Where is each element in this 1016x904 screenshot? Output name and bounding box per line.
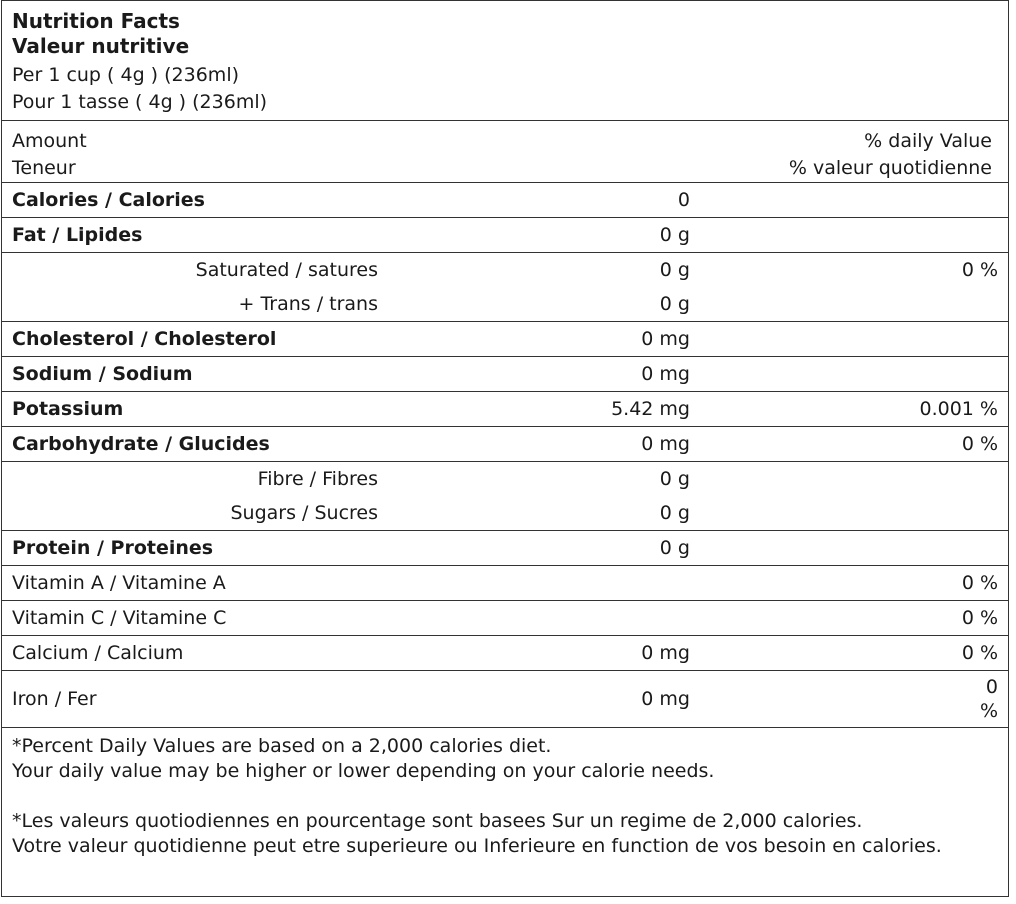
daily-value-number: 0 — [985, 676, 998, 698]
nutrient-row-trans — [2, 287, 1008, 321]
nutrient-row-vitamin-a — [2, 566, 1008, 600]
nutrient-row-calcium — [2, 636, 1008, 670]
nutrient-label: Fibre / Fibres — [257, 468, 378, 490]
nutrient-label: Carbohydrate / Glucides — [12, 433, 270, 455]
amount-label-french: Teneur — [12, 157, 76, 179]
nutrient-label: Sodium / Sodium — [12, 363, 193, 385]
nutrient-amount: 0 g — [659, 502, 690, 524]
nutrient-row-calories — [2, 183, 1008, 217]
nutrient-label: Protein / Proteines — [12, 537, 214, 559]
nutrient-daily-value — [980, 675, 998, 723]
amount-label-english: Amount — [12, 130, 87, 152]
nutrient-label: Calories / Calories — [12, 189, 205, 211]
label-header — [2, 1, 1008, 121]
serving-size-english: Per 1 cup ( 4g ) (236ml) — [12, 64, 240, 86]
nutrient-amount: 0 mg — [641, 328, 690, 350]
nutrient-amount: 0 g — [659, 468, 690, 490]
nutrient-label: Vitamin A / Vitamine A — [12, 572, 226, 594]
cholesterol-group — [2, 322, 1008, 357]
nutrient-daily-value: 0 % — [961, 642, 998, 664]
nutrient-amount: 0 g — [659, 259, 690, 281]
title-english: Nutrition Facts — [12, 9, 180, 33]
fat-breakdown-group — [2, 253, 1008, 322]
nutrient-amount: 0 g — [659, 224, 690, 246]
vitamin-c-group — [2, 601, 1008, 636]
footnote-english-line-1: *Percent Daily Values are based on a 2,000 calories diet. — [12, 735, 552, 757]
footnote-spacer — [12, 784, 998, 809]
nutrient-label: Cholesterol / Cholesterol — [12, 328, 277, 350]
potassium-group — [2, 392, 1008, 427]
nutrient-label: Potassium — [12, 398, 124, 420]
carbohydrate-breakdown-group — [2, 462, 1008, 531]
title-french: Valeur nutritive — [12, 34, 190, 58]
fat-group — [2, 218, 1008, 253]
nutrient-amount: 5.42 mg — [611, 398, 690, 420]
vitamin-a-group — [2, 566, 1008, 601]
sodium-group — [2, 357, 1008, 392]
nutrient-row-sodium — [2, 357, 1008, 391]
nutrient-row-protein — [2, 531, 1008, 565]
nutrient-label: Iron / Fer — [12, 688, 97, 710]
footnote-french-line-2: Votre valeur quotidienne peut etre superieure ou Inferieure en function de vos besoin en calories. — [12, 835, 942, 857]
carbohydrate-group — [2, 427, 1008, 462]
nutrient-label: Sugars / Sucres — [230, 502, 378, 524]
nutrient-row-cholesterol — [2, 322, 1008, 356]
nutrient-label: Saturated / satures — [195, 259, 378, 281]
serving-size-french: Pour 1 tasse ( 4g ) (236ml) — [12, 91, 268, 113]
nutrient-amount: 0 g — [659, 293, 690, 315]
calcium-group — [2, 636, 1008, 671]
nutrient-row-fibre — [2, 462, 1008, 496]
nutrient-daily-value: 0 % — [961, 259, 998, 281]
nutrient-daily-value: 0 % — [961, 607, 998, 629]
nutrient-row-carbohydrate — [2, 427, 1008, 461]
daily-value-label-french: % valeur quotidienne — [788, 157, 992, 179]
nutrient-amount: 0 mg — [641, 433, 690, 455]
nutrition-facts-panel — [1, 0, 1009, 897]
nutrient-daily-value: 0 % — [961, 572, 998, 594]
nutrient-amount: 0 mg — [641, 642, 690, 664]
nutrient-row-iron — [2, 671, 1008, 727]
nutrient-row-vitamin-c — [2, 601, 1008, 635]
nutrient-daily-value: 0 % — [961, 433, 998, 455]
nutrient-amount: 0 g — [659, 537, 690, 559]
nutrient-label: Fat / Lipides — [12, 224, 143, 246]
nutrient-row-fat — [2, 218, 1008, 252]
daily-value-label-english: % daily Value — [864, 130, 992, 152]
nutrient-label: Vitamin C / Vitamine C — [12, 607, 227, 629]
nutrient-label: + Trans / trans — [238, 293, 378, 315]
nutrient-amount: 0 mg — [641, 363, 690, 385]
iron-group — [2, 671, 1008, 728]
amount-heading — [12, 128, 87, 182]
nutrient-row-potassium — [2, 392, 1008, 426]
footnote — [2, 728, 1008, 859]
protein-group — [2, 531, 1008, 566]
nutrient-label: Calcium / Calcium — [12, 642, 184, 664]
footnote-english-line-2: Your daily value may be higher or lower depending on your calorie needs. — [12, 760, 715, 782]
daily-value-heading — [789, 128, 992, 182]
nutrient-daily-value: 0.001 % — [919, 398, 998, 420]
calories-group — [2, 183, 1008, 218]
nutrient-row-sugars — [2, 496, 1008, 530]
nutrient-row-saturated — [2, 253, 1008, 287]
footnote-french-line-1: *Les valeurs quotiodiennes en pourcentage sont basees Sur un regime de 2,000 calories. — [12, 810, 863, 832]
nutrient-amount: 0 — [677, 189, 690, 211]
nutrient-amount: 0 mg — [641, 688, 690, 710]
daily-value-percent-sign: % — [979, 700, 998, 722]
amount-header-row — [2, 121, 1008, 183]
